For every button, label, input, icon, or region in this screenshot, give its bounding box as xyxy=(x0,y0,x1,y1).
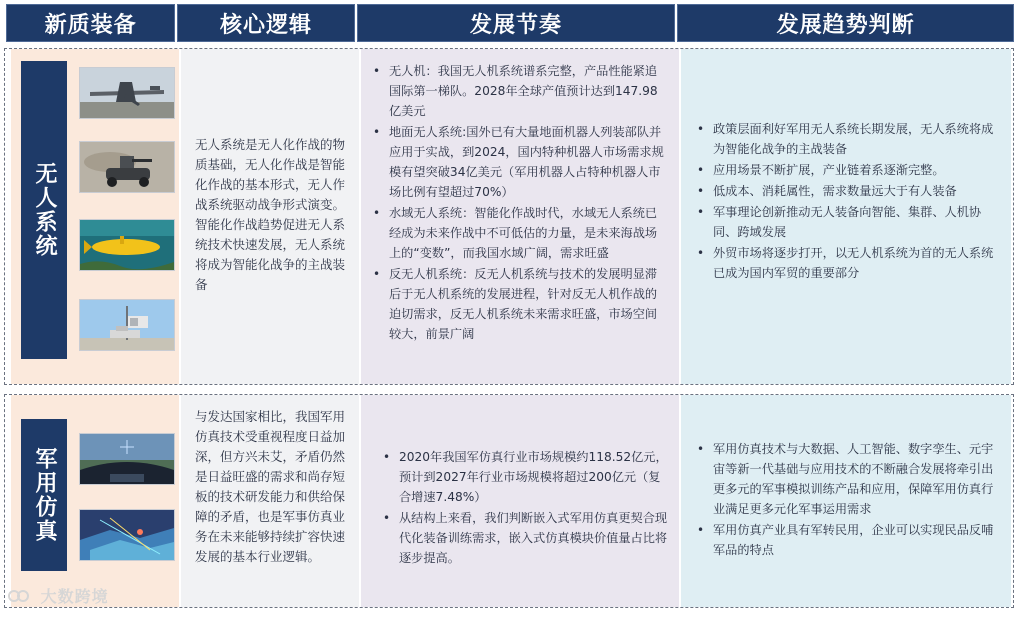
core-logic-text: 无人系统是无人化作战的物质基础，无人化作战是智能化作战的基本形式，无人作战系统驱动战争形式演变。智能化作战趋势促进无人系统技术快速发展，无人系统将成为智能化战争的主战装备 xyxy=(195,137,346,292)
list-item: • 低成本、消耗属性，需求数量远大于有人装备 xyxy=(693,181,1005,201)
bullet-dot-icon: • xyxy=(697,442,705,456)
rhythm-column xyxy=(361,49,679,384)
section-title: 军用仿真 xyxy=(21,419,67,571)
list-item: • 反无人机系统：反无人机系统与技术的发展明显滞后于无人机系统的发展进程，针对反无人机作战的迫切需求，反无人机系统未来需求旺盛，市场空间较大，前景广阔 xyxy=(369,264,669,344)
list-item: • 无人机：我国无人机系统谱系完整，产品性能紧追国际第一梯队。2028年全球产值预计达到147.98亿美元 xyxy=(369,61,669,121)
rhythm-list xyxy=(369,61,669,345)
watermark-logo-icon xyxy=(8,588,30,604)
trend-list xyxy=(693,119,1005,284)
list-item: • 政策层面利好军用无人系统长期发展，无人系统将成为智能化战争的主战装备 xyxy=(693,119,1005,159)
underwater-vehicle-photo xyxy=(79,219,175,271)
table-header xyxy=(6,4,1014,42)
bullet-dot-icon: • xyxy=(697,205,705,219)
header-core-logic: 核心逻辑 xyxy=(177,4,354,42)
bullet-dot-icon: • xyxy=(373,125,381,139)
list-item: • 地面无人系统:国外已有大量地面机器人列装部队并应用于实战，到2024，国内特种机器人市场需求规模有望突破34亿美元（军用机器人占特种机器人市场比例有望超过70%） xyxy=(369,122,669,202)
section-unmanned-systems xyxy=(4,48,1014,385)
section-title: 无人系统 xyxy=(21,61,67,359)
watermark xyxy=(8,584,109,607)
list-item: • 2020年我国军仿真行业市场规模约118.52亿元，预计到2027年行业市场规模将超过200亿元（复合增速7.48%） xyxy=(379,447,669,507)
list-item: • 从结构上来看，我们判断嵌入式军用仿真更契合现代化装备训练需求，嵌入式仿真模块价值量占比将逐步提高。 xyxy=(379,508,669,568)
bullet-dot-icon: • xyxy=(373,267,381,281)
equipment-column xyxy=(11,395,179,607)
list-item: • 应用场景不断扩展，产业链着系逐渐完整。 xyxy=(693,160,1005,180)
watermark-text: 大数跨境 xyxy=(40,587,109,606)
core-logic-column xyxy=(181,49,359,384)
list-item: • 军用仿真产业具有军转民用，企业可以实现民品反哺军品的特点 xyxy=(693,520,1005,560)
equipment-column xyxy=(11,49,179,384)
ground-robot-photo xyxy=(79,141,175,193)
header-trend: 发展趋势判断 xyxy=(677,4,1014,42)
header-equipment: 新质装备 xyxy=(6,4,175,42)
core-logic-column xyxy=(181,395,359,607)
bullet-dot-icon: • xyxy=(697,246,705,260)
list-item: • 军用仿真技术与大数据、人工智能、数字孪生、元宇宙等新一代基础与应用技术的不断融合发展将牵引出更多元的军事模拟训练产品和应用，保障军用仿真行业满足更多元化军事运用需求 xyxy=(693,439,1005,519)
section-military-simulation xyxy=(4,394,1014,608)
counter-drone-photo xyxy=(79,299,175,351)
trend-column xyxy=(681,395,1011,607)
rhythm-column xyxy=(361,395,679,607)
rhythm-list xyxy=(379,447,669,569)
list-item: • 军事理论创新推动无人装备向智能、集群、人机协同、跨域发展 xyxy=(693,202,1005,242)
trend-column xyxy=(681,49,1011,384)
bullet-dot-icon: • xyxy=(383,511,391,525)
list-item: • 水域无人系统：智能化作战时代，水域无人系统已经成为未来作战中不可低估的力量，是未来海战场上的“变数”，而我国水域广阔，需求旺盛 xyxy=(369,203,669,263)
list-item: • 外贸市场将逐步打开，以无人机系统为首的无人系统已成为国内军贸的重要部分 xyxy=(693,243,1005,283)
bullet-dot-icon: • xyxy=(697,122,705,136)
bullet-dot-icon: • xyxy=(697,163,705,177)
bullet-dot-icon: • xyxy=(373,206,381,220)
bullet-dot-icon: • xyxy=(697,184,705,198)
drone-photo xyxy=(79,67,175,119)
bullet-dot-icon: • xyxy=(373,64,381,78)
bullet-dot-icon: • xyxy=(697,523,705,537)
header-rhythm: 发展节奏 xyxy=(357,4,676,42)
trend-list xyxy=(693,439,1005,561)
cockpit-simulator-photo xyxy=(79,433,175,485)
bullet-dot-icon: • xyxy=(383,450,391,464)
simulation-terrain-render xyxy=(79,509,175,561)
core-logic-text: 与发达国家相比，我国军用仿真技术受重视程度日益加深，但方兴未艾，矛盾仍然是日益旺盛的需求和尚存短板的技术研发能力和供给保障的矛盾，也是军事仿真业务在未来能够持续扩容快速发展的基本行业逻辑。 xyxy=(195,409,346,564)
